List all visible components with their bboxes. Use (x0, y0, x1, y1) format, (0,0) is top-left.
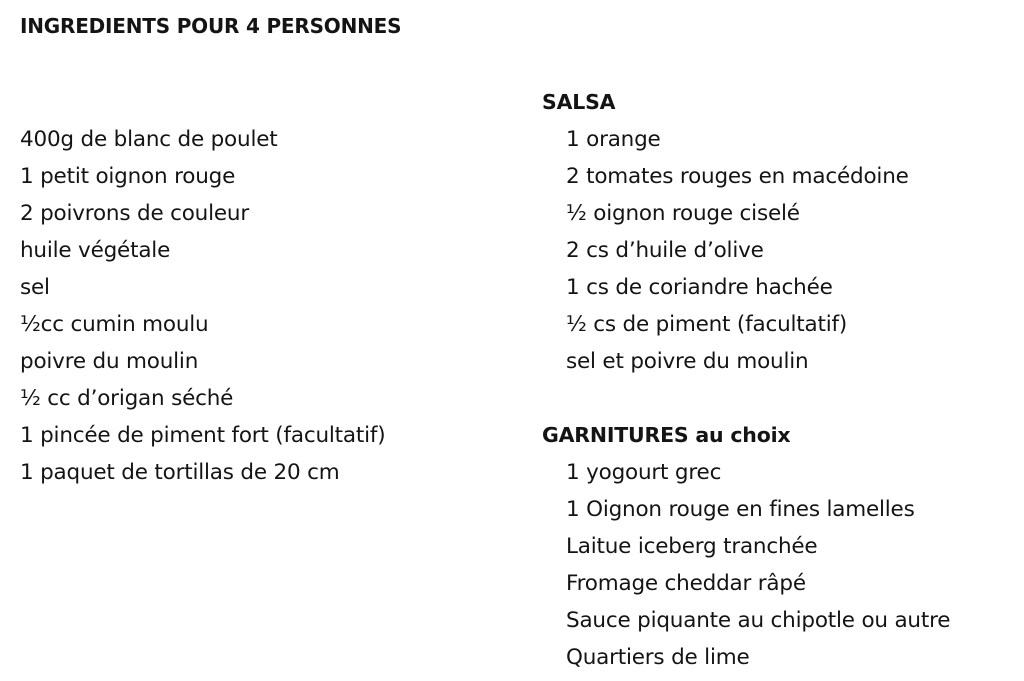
garnitures-heading: GARNITURES au choix (542, 423, 791, 447)
salsa-item: 1 cs de coriandre hachée (566, 275, 833, 300)
ingredient-item: 400g de blanc de poulet (20, 127, 278, 152)
main-ingredients-list (20, 121, 385, 491)
salsa-list (542, 121, 950, 380)
salsa-item: 2 cs d’huile d’olive (566, 238, 764, 263)
section-spacer (542, 380, 950, 417)
ingredient-item: poivre du moulin (20, 349, 199, 374)
garniture-item: 1 Oignon rouge en fines lamelles (566, 497, 915, 522)
garnitures-list (542, 454, 950, 676)
ingredient-item: 1 petit oignon rouge (20, 164, 236, 189)
garniture-item: Sauce piquante au chipotle ou autre (566, 608, 951, 633)
ingredient-item: 1 pincée de piment fort (facultatif) (20, 423, 386, 448)
ingredient-item: 1 paquet de tortillas de 20 cm (20, 460, 340, 485)
garniture-item: 1 yogourt grec (566, 460, 722, 485)
salsa-heading: SALSA (542, 90, 616, 114)
ingredient-item: ½ cc d’origan séché (20, 386, 234, 411)
ingredient-item: huile végétale (20, 238, 171, 263)
salsa-item: sel et poivre du moulin (566, 349, 809, 374)
ingredient-item: sel (20, 275, 50, 300)
side-sections (542, 84, 950, 676)
salsa-item: ½ oignon rouge ciselé (566, 201, 800, 226)
salsa-item: ½ cs de piment (facultatif) (566, 312, 848, 337)
ingredient-item: 2 poivrons de couleur (20, 201, 249, 226)
garniture-item: Fromage cheddar râpé (566, 571, 806, 596)
garniture-item: Quartiers de lime (566, 645, 750, 670)
salsa-item: 1 orange (566, 127, 661, 152)
page-title: INGREDIENTS POUR 4 PERSONNES (20, 14, 402, 38)
garniture-item: Laitue iceberg tranchée (566, 534, 818, 559)
ingredient-item: ½cc cumin moulu (20, 312, 209, 337)
salsa-item: 2 tomates rouges en macédoine (566, 164, 909, 189)
